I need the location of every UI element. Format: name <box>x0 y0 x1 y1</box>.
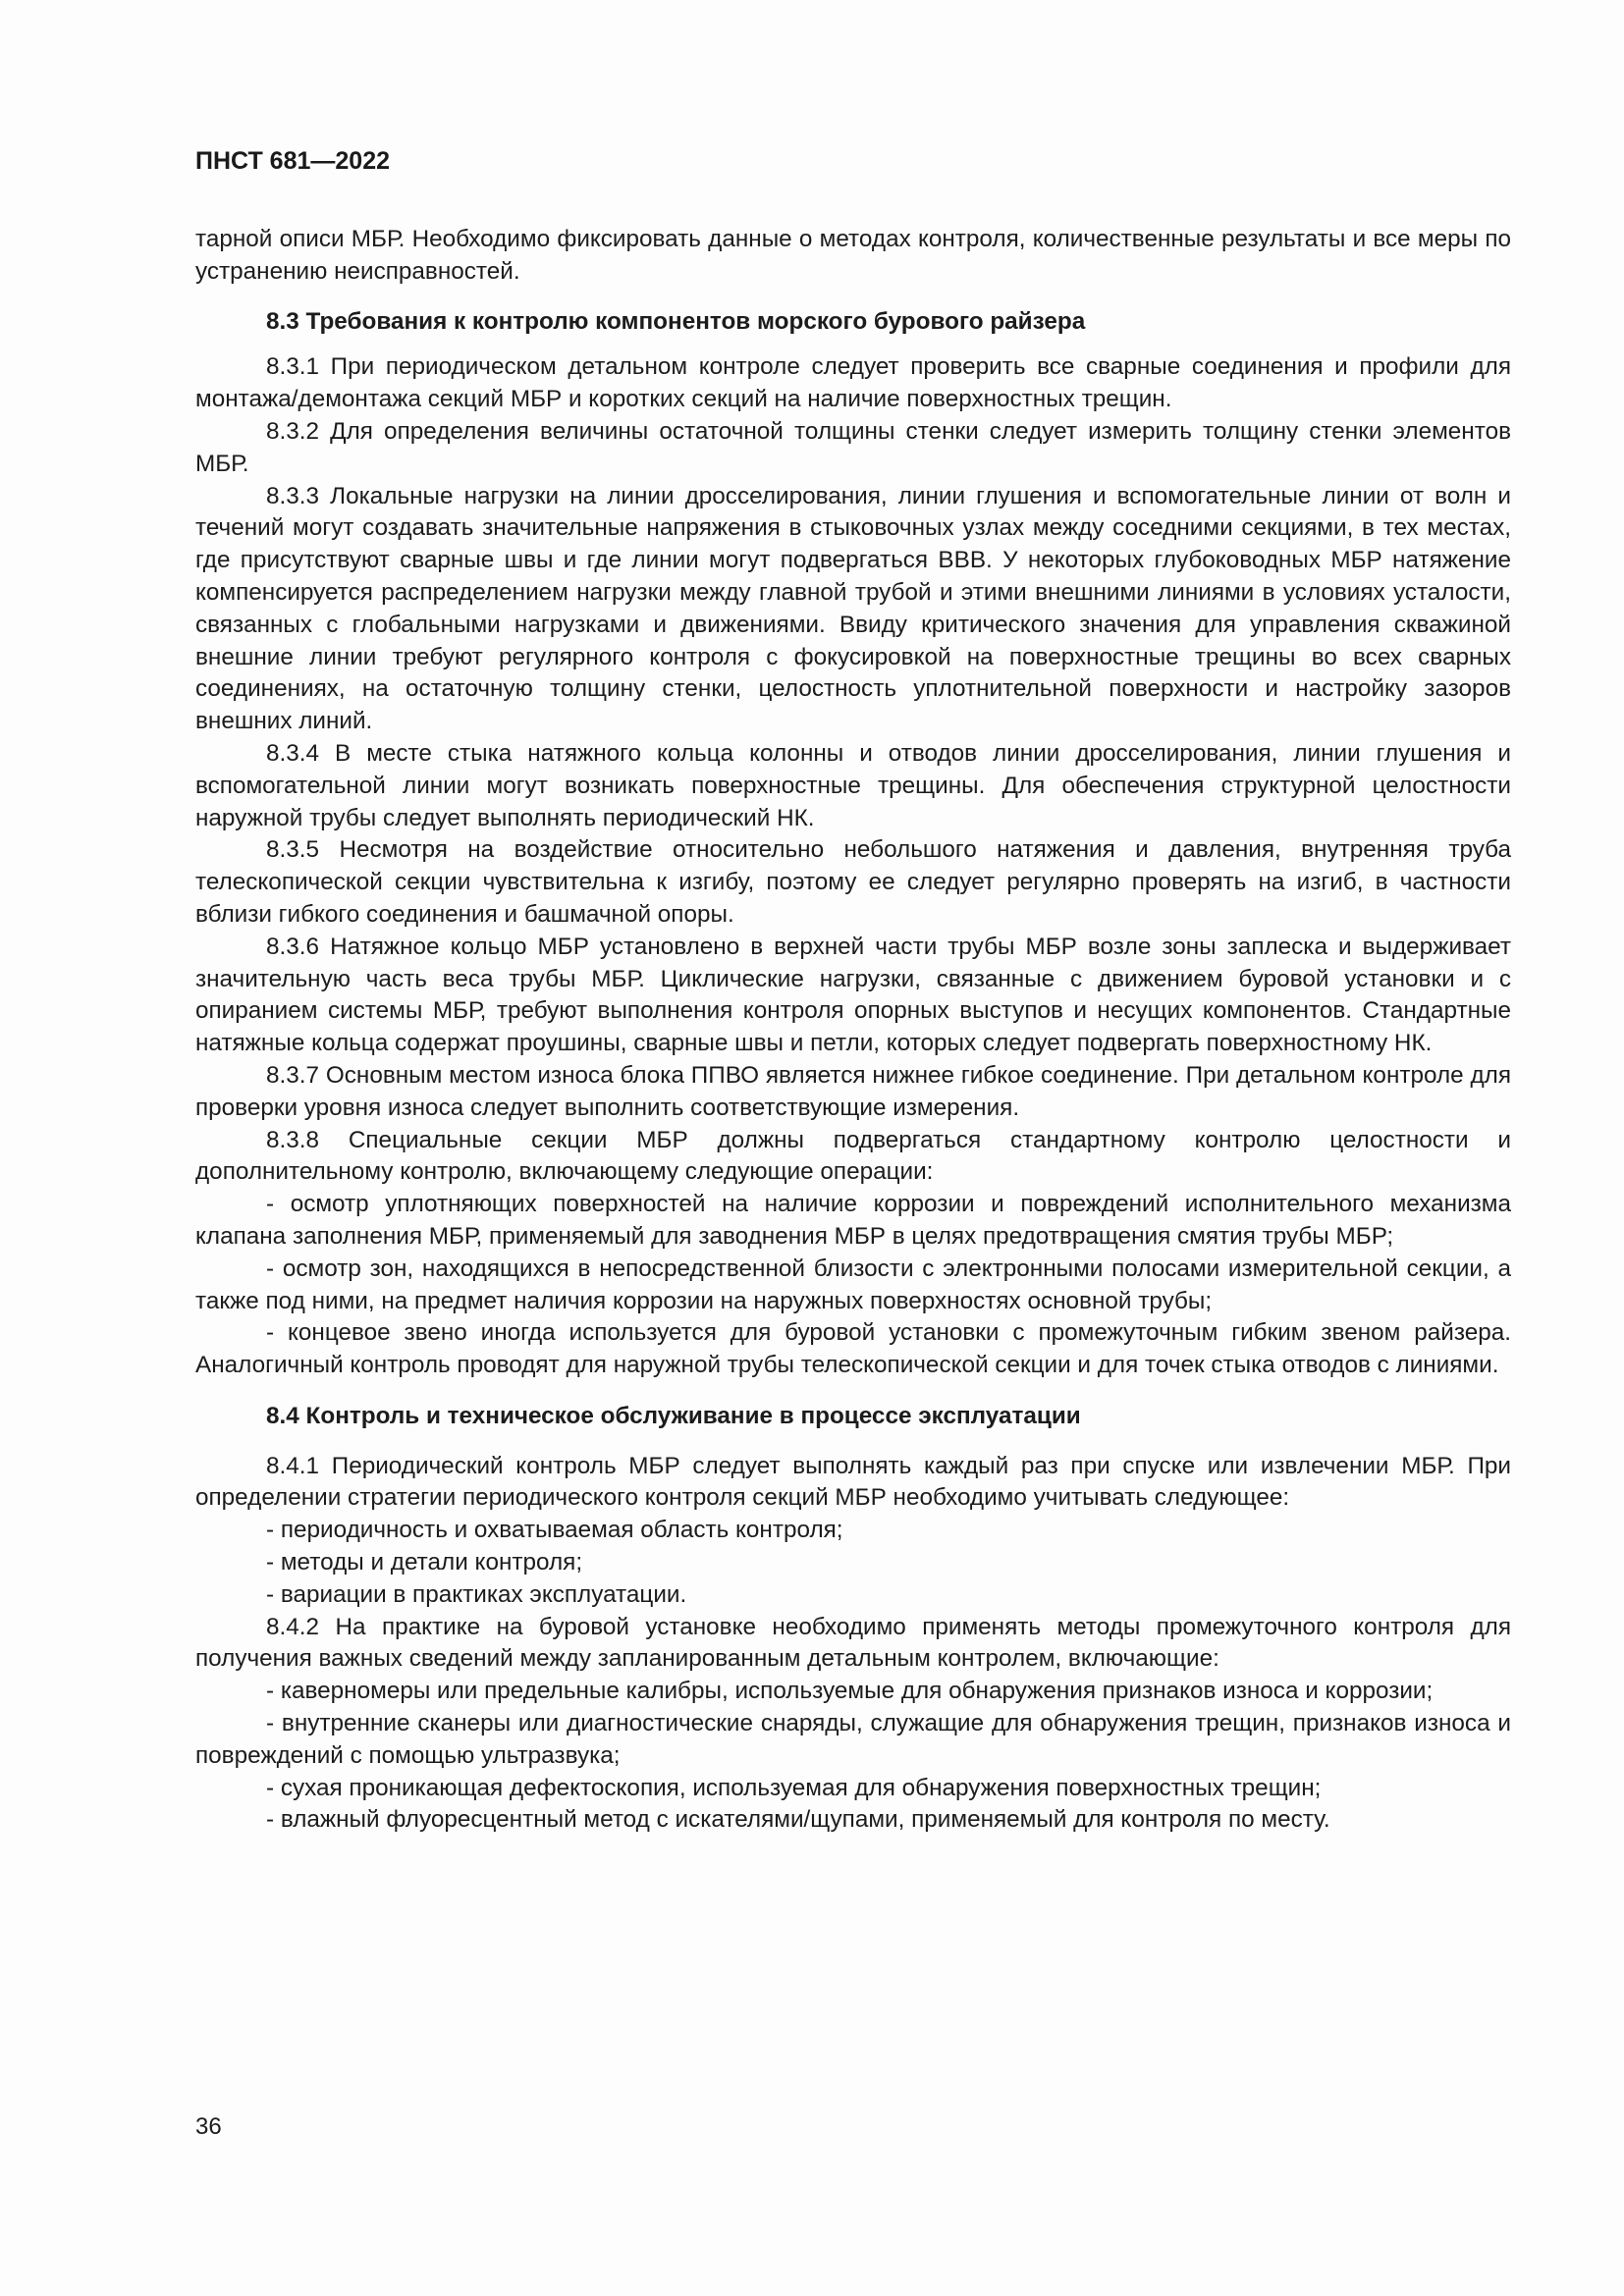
list-item: - каверномеры или предельные калибры, используемые для обнаружения признаков износа и коррозии; <box>266 1678 1434 1705</box>
list-item: - вариации в практиках эксплуатации. <box>266 1580 687 1608</box>
paragraph-8-3-1: 8.3.1 При периодическом детальном контроле следует проверить все сварные соединения и профили для монтажа/демонтажа секций МБР и коротких секций на наличие поверхностных трещин. <box>195 353 1511 413</box>
paragraph-8-3-4: 8.3.4 В месте стыка натяжного кольца колонны и отводов линии дросселирования, линии глушения и вспомогательной линии могут возникать поверхностные трещины. Для обеспечения структурной целостности наружной трубы следует выполнять периодический НК. <box>195 739 1511 831</box>
paragraph-8-4-1: 8.4.1 Периодический контроль МБР следует выполнять каждый раз при спуске или извлечении МБР. При определении стратегии периодического контроля секций МБР необходимо учитывать следующее: <box>195 1452 1511 1512</box>
page-number: 36 <box>195 2113 222 2140</box>
list-item: - влажный флуоресцентный метод с искателями/щупами, применяемый для контроля по месту. <box>266 1806 1330 1834</box>
list-item: - сухая проникающая дефектоскопия, используемая для обнаружения поверхностных трещин; <box>266 1774 1322 1801</box>
document-code-header: ПНСТ 681—2022 <box>195 147 390 175</box>
list-item: - осмотр уплотняющих поверхностей на наличие коррозии и повреждений исполнительного механизма клапана заполнения МБР, применяемый для заводнения МБР в целях предотвращения смятия трубы МБР; <box>195 1191 1511 1250</box>
list-item: - внутренние сканеры или диагностические снаряды, служащие для обнаружения трещин, признаков износа и повреждений с помощью ультразвука; <box>195 1710 1511 1769</box>
section-8-4-heading: 8.4 Контроль и техническое обслуживание в процессе эксплуатации <box>266 1402 1081 1429</box>
paragraph-8-3-6: 8.3.6 Натяжное кольцо МБР установлено в верхней части трубы МБР возле зоны заплеска и выдерживает значительную часть веса трубы МБР. Циклические нагрузки, связанные с движением буровой установки и с опиранием системы МБР, требуют выполнения контроля опорных выступов и несущих компонентов. Стандартные натяжные кольца содержат проушины, сварные швы и петли, которых следует подвергать поверхностному НК. <box>195 933 1511 1057</box>
list-item: - методы и детали контроля; <box>266 1549 583 1576</box>
paragraph-8-3-2: 8.3.2 Для определения величины остаточной толщины стенки следует измерить толщину стенки элементов МБР. <box>195 417 1511 477</box>
paragraph-8-3-8: 8.3.8 Специальные секции МБР должны подвергаться стандартному контролю целостности и дополнительному контролю, включающему следующие операции: <box>195 1126 1511 1186</box>
paragraph-8-3-3: 8.3.3 Локальные нагрузки на линии дросселирования, линии глушения и вспомогательные линии от волн и течений могут создавать значительные напряжения в стыковочных узлах между соседними секциями, в тех местах, где присутствуют сварные швы и где линии могут подвергаться ВВВ. У некоторых глубоководных МБР натяжение компенсируется распределением нагрузки между главной трубой и этими внешними линиями в условиях усталости, связанных с глобальными нагрузками и движениями. Ввиду критического значения для управления скважиной внешние линии требуют регулярного контроля с фокусировкой на поверхностные трещины во всех сварных соединениях, на остаточную толщину стенки, целостность уплотнительной поверхности и настройку зазоров внешних линий. <box>195 482 1511 735</box>
intro-paragraph: тарной описи МБР. Необходимо фиксировать данные о методах контроля, количественные результаты и все меры по устранению неисправностей. <box>195 226 1511 285</box>
list-item: - осмотр зон, находящихся в непосредственной близости с электронными полосами измерительной секции, а также под ними, на предмет наличия коррозии на наружных поверхностях основной трубы; <box>195 1255 1511 1314</box>
paragraph-8-3-7: 8.3.7 Основным местом износа блока ППВО является нижнее гибкое соединение. При детальном контроле для проверки уровня износа следует выполнить соответствующие измерения. <box>195 1061 1511 1121</box>
paragraph-8-3-5: 8.3.5 Несмотря на воздействие относительно небольшого натяжения и давления, внутренняя труба телескопической секции чувствительна к изгибу, поэтому ее следует регулярно проверять на изгиб, в частности вблизи гибкого соединения и башмачной опоры. <box>195 836 1511 928</box>
page-body <box>195 224 1511 1837</box>
list-item: - концевое звено иногда используется для буровой установки с промежуточным гибким звеном райзера. Аналогичный контроль проводят для наружной трубы телескопической секции и для точек стыка отводов с линиями. <box>195 1319 1511 1379</box>
list-item: - периодичность и охватываемая область контроля; <box>266 1517 843 1544</box>
paragraph-8-4-2: 8.4.2 На практике на буровой установке необходимо применять методы промежуточного контроля для получения важных сведений между запланированным детальным контролем, включающие: <box>195 1613 1511 1673</box>
section-8-3-heading: 8.3 Требования к контролю компонентов морского бурового райзера <box>266 307 1086 335</box>
